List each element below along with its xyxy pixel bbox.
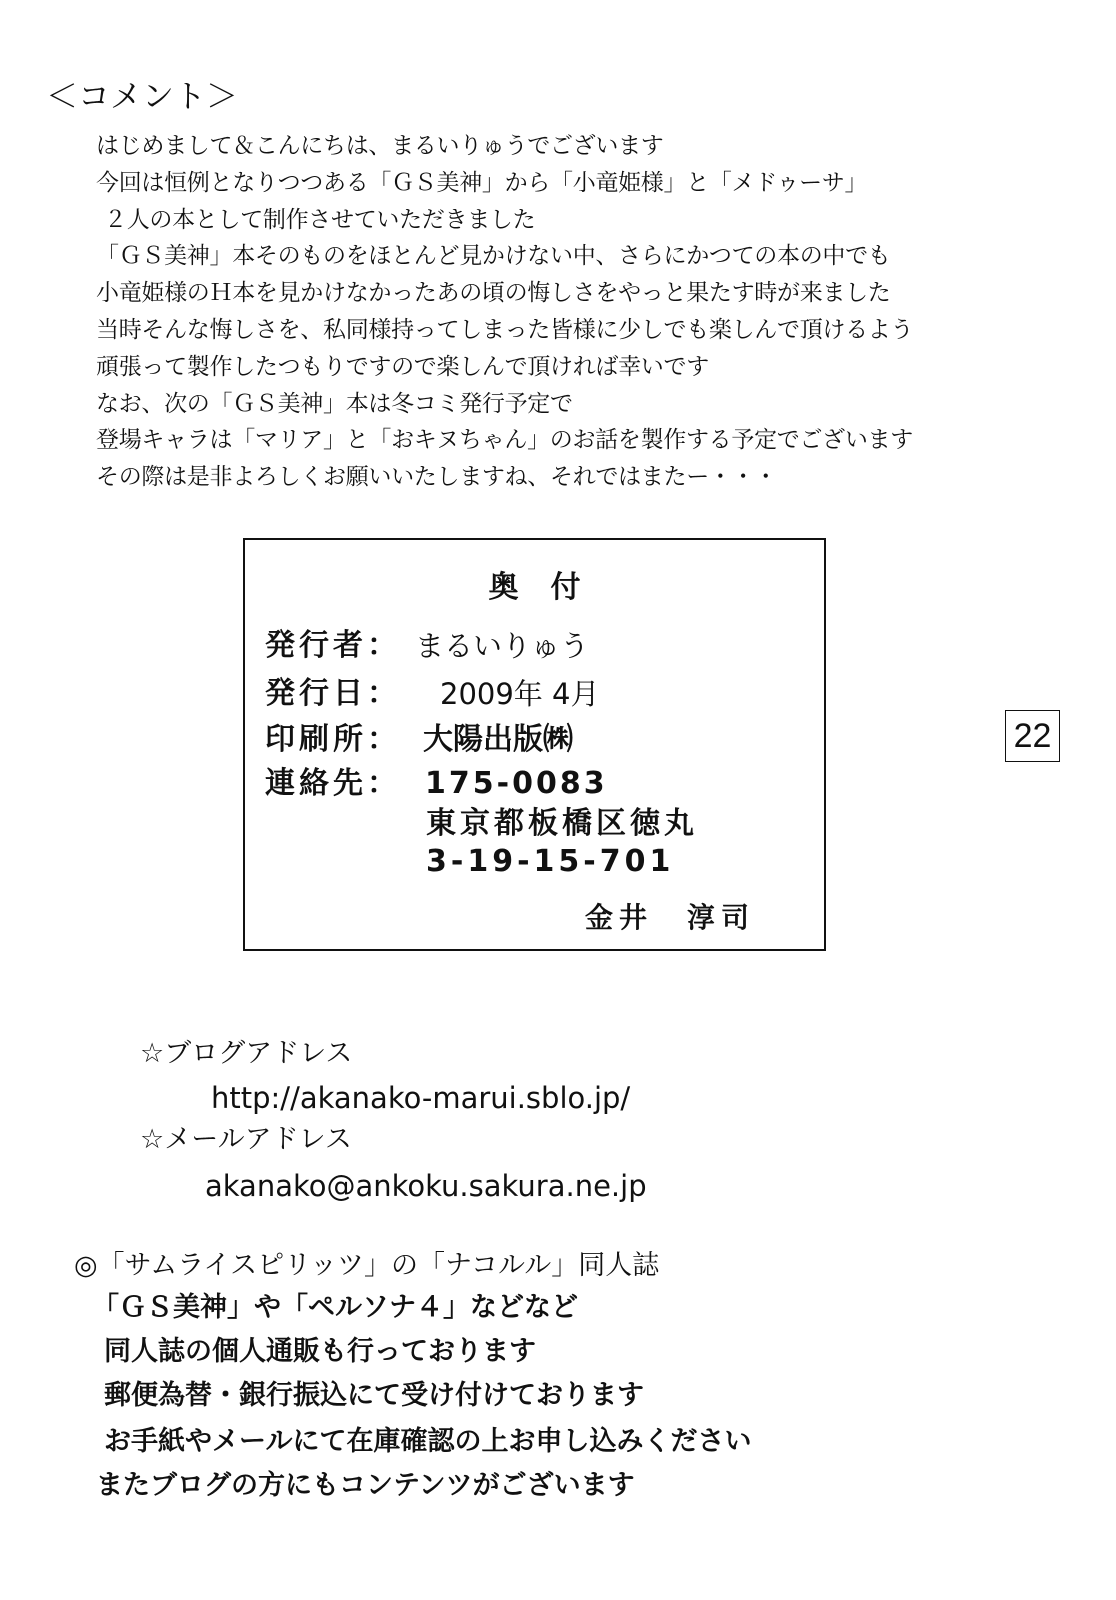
address-line1: 東京都板橋区徳丸 <box>426 806 698 841</box>
publisher-label: 発行者： <box>265 628 401 663</box>
notice-line: 同人誌の個人通販も行っております <box>104 1336 536 1367</box>
notice-line: 郵便為替・銀行振込にて受け付けております <box>104 1380 644 1411</box>
comment-line: はじめまして＆こんにちは、まるいりゅうでございます <box>96 133 664 159</box>
comment-line: 今回は恒例となりつつある「ＧＳ美神」から「小竜姫様」と「メドゥーサ」 <box>96 169 868 196</box>
notice-line: 「ＧＳ美神」や「ペルソナ４」などなど <box>92 1292 578 1323</box>
mail-address-link[interactable]: akanako@ankoku.sakura.ne.jp <box>205 1169 647 1203</box>
comment-heading: ＜コメント＞ <box>46 77 239 115</box>
printer-label: 印刷所： <box>265 722 401 757</box>
comment-line: 頑張って製作したつもりですので楽しんで頂ければ幸いです <box>96 353 709 380</box>
date-label: 発行日： <box>265 676 401 711</box>
address-line2: 3-19-15-701 <box>426 844 675 879</box>
comment-line: ２人の本として制作させていただきました <box>104 206 536 233</box>
blog-label: ☆ブログアドレス <box>140 1038 353 1069</box>
publisher-row <box>265 626 590 666</box>
blog-url-link[interactable]: http://akanako-marui.sblo.jp/ <box>211 1081 631 1115</box>
contact-label: 連絡先： <box>265 766 401 801</box>
signature-name: 金井 淳司 <box>585 901 756 934</box>
colophon-title: 奥付 <box>488 570 613 605</box>
comment-line: 「ＧＳ美神」本そのものをほとんど見かけない中、さらにかつての本の中でも <box>96 243 891 270</box>
comment-line: その際は是非よろしくお願いいたしますね、それではまたー・・・ <box>96 464 778 491</box>
contact-row <box>265 764 608 804</box>
postal-code: 175-0083 <box>425 766 608 801</box>
date-row <box>265 674 600 714</box>
comment-line: 小竜姫様のＨ本を見かけなかったあの頃の悔しさをやっと果たす時が来ました <box>96 280 891 307</box>
notice-line: ◎「サムライスピリッツ」の「ナコルル」同人誌 <box>74 1250 660 1281</box>
comment-body <box>96 128 996 496</box>
page-number: 22 <box>1005 710 1060 762</box>
notice-line: またブログの方にもコンテンツがございます <box>96 1470 635 1501</box>
printer-row <box>265 720 573 760</box>
printer-value: 大陽出版㈱ <box>423 722 573 757</box>
mail-label: ☆メールアドレス <box>140 1124 352 1155</box>
comment-line: 当時そんな悔しさを、私同様持ってしまった皆様に少しでも楽しんで頂けるよう <box>96 316 914 343</box>
notice-line: お手紙やメールにて在庫確認の上お申し込みください <box>104 1426 752 1457</box>
date-value: 2009年 4月 <box>440 677 600 711</box>
publisher-value: まるいりゅう <box>415 629 590 663</box>
colophon-box <box>243 538 826 951</box>
comment-line: なお、次の「ＧＳ美神」本は冬コミ発行予定で <box>96 390 573 417</box>
comment-line: 登場キャラは「マリア」と「おキヌちゃん」のお話を製作する予定でございます <box>96 427 913 454</box>
